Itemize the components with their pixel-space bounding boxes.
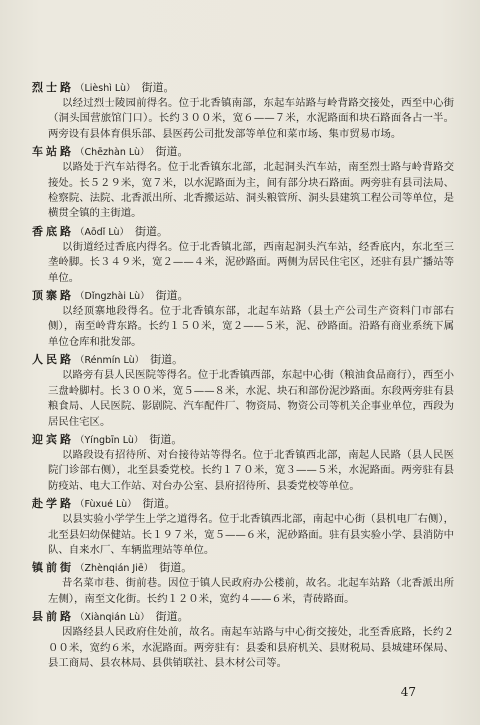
street-category: 街道。 [141,81,175,94]
street-name: 迎宾路 [32,432,74,446]
street-entry [32,352,454,430]
street-category: 街道。 [134,224,168,238]
street-entry [32,432,454,494]
street-category: 街道。 [155,145,189,159]
entry-description: 以路旁有县人民医院等得名。位于北香镇西部，东起中心街（粮油食品商行），西至小三盘岭脚村。长３００米，宽５——８米，水泥、块石和部份泥沙路面。东段两旁驻有县粮食局、人民医院、影剧院、汽车配件厂、物资局、物资公司等机关企事业单位，西段为居民住宅区。 [48,369,454,428]
street-pinyin: （Zhènqián Jiē） [75,563,154,575]
street-entry [32,609,454,671]
street-category: 街道。 [149,432,183,446]
street-pinyin: （Lièshì Lù） [75,83,136,94]
street-entry [32,80,454,142]
street-category: 街道。 [155,289,189,303]
entry-description: 以路段设有招待所、对台接待站等得名。位于北香镇西北部，南起人民路（县人民医院门诊部右侧），北至县委党校。长约１７０米，宽３——５米，水泥路面。两旁驻有县防疫站、电大工作站、对台办公室、县府招待所、县委党校等单位。 [48,448,454,492]
street-name: 顶寨路 [32,289,74,303]
street-pinyin: （Aōdǐ Lù） [75,226,129,238]
street-entry [32,560,454,607]
street-name: 县前路 [32,610,74,624]
street-category: 街道。 [159,561,193,575]
street-name: 镇前街 [32,561,74,575]
entry-description: 昔名菜市巷、街前巷。因位于镇人民政府办公楼前，故名。北起车站路（北香派出所左侧），南至文化街。长约１２０米，宽约４——６米，青砖路面。 [48,577,454,605]
entry-heading [32,352,454,368]
entry-description: 以街道经过香底内得名。位于北香镇北部，西南起洞头汽车站，经香底内，东北至三垄岭脚。长３４９米，宽２——４米，泥砂路面。两侧为居民住宅区，还驻有县广播站等单位。 [48,240,454,284]
street-pinyin: （Rénmín Lù） [75,355,145,367]
street-entries [32,80,454,671]
entry-heading [32,80,454,96]
page-number: 47 [400,685,416,699]
street-entry [32,288,454,350]
entry-heading [32,496,454,512]
entry-heading [32,288,454,304]
street-pinyin: （Chēzhàn Lù） [75,147,150,159]
entry-description: 以经过烈士陵园前得名。位于北香镇南部，东起车站路与岭背路交接处，西至中心街（洞头国营旅馆门口）。长约３００米，宽６——７米，水泥路面和块石路面各占一半。两旁设有县体育俱乐部、县医药公司批发部等单位和菜市场、集市贸易市场。 [48,97,454,140]
street-name: 香底路 [32,224,74,238]
street-pinyin: （Yíngbīn Lù） [75,434,144,446]
entry-heading [32,560,454,576]
street-name: 赴学路 [32,497,74,511]
entry-heading [32,144,454,160]
entry-description: 因路经县人民政府住处前，故名。南起车站路与中心街交接处，北至香底路，长约２００米，宽约６米，水泥路面。两旁驻有：县委和县府机关、县财税局、县城建环保局、县工商局、县农林局、县供销联社、县木材公司等。 [48,626,454,669]
entry-description: 以经顶寨地段得名。位于北香镇东部，北起车站路（县土产公司生产资料门市部右侧），南至岭背东路。长约１５０米，宽２——５米，泥、砂路面。沿路有商业系统下属单位仓库和批发部。 [48,305,454,348]
street-category: 街道。 [142,497,176,511]
street-entry [32,144,454,222]
entry-description: 以路处于汽车站得名。位于北香镇东北部，北起洞头汽车站，南至烈士路与岭背路交接处。长５２９米，宽７米，以水泥路面为主，间有部分块石路面。两旁驻有县司法局、检察院、法院、北香派出所、北香搬运站、洞头粮管所、洞头县建筑工程公司等单位，是横贯全镇的主街道。 [48,161,454,220]
street-name: 人民路 [32,353,74,367]
entry-heading [32,609,454,625]
street-category: 街道。 [150,353,184,367]
street-pinyin: （Dǐngzhài Lù） [75,291,150,303]
street-category: 街道。 [155,610,189,624]
street-entry [32,224,454,286]
entry-heading [32,432,454,448]
entry-description: 以县实验小学学生上学之道得名。位于北香镇西北部，南起中心街（县机电厂右侧），北至县妇幼保健站。长１９７米，宽５——６米，泥砂路面。驻有县实验小学、县消防中队、自来水厂、车辆监理站等单位。 [48,513,454,556]
entry-heading [32,224,454,240]
street-name: 烈士路 [32,81,74,94]
street-entry [32,496,454,558]
street-name: 车站路 [32,145,74,159]
street-pinyin: （Xiànqián Lù） [75,612,150,624]
street-pinyin: （Fùxué Lù） [75,499,137,511]
